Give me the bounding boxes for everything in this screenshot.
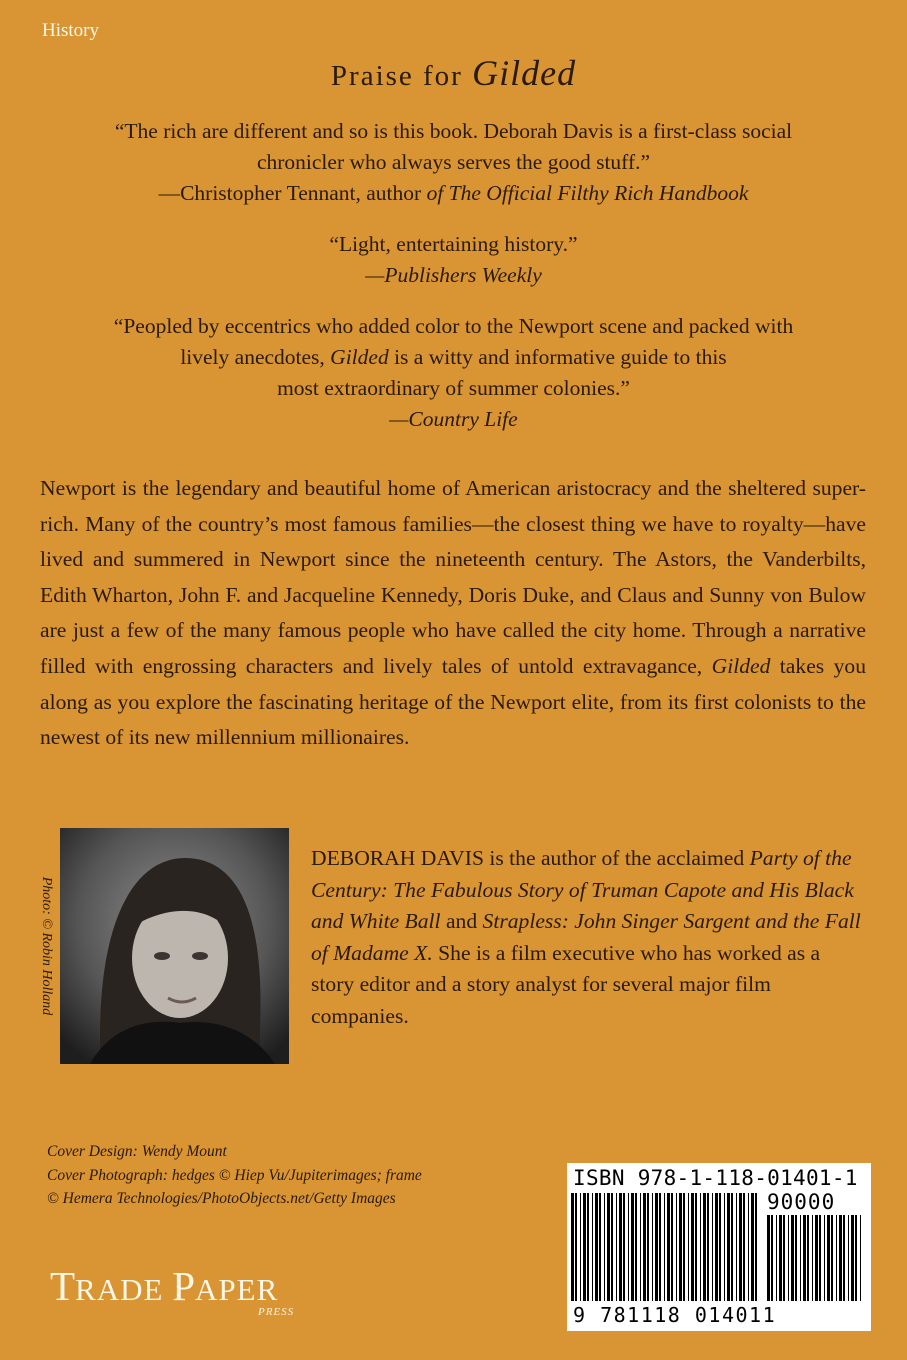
author-bio	[311, 843, 867, 1032]
attribution-title: —Country Life	[389, 407, 518, 431]
quote-line: chronicler who always serves the good stuff.”	[256, 150, 651, 174]
bio-text: and	[440, 909, 483, 933]
author-portrait-icon	[60, 828, 289, 1064]
logo-letter: T	[50, 1263, 76, 1309]
quote-line: most extraordinary of summer colonies.”	[277, 376, 630, 400]
addon-barcode-icon	[767, 1215, 867, 1305]
logo-letter: P	[172, 1263, 195, 1309]
photo-credit	[36, 828, 56, 1064]
cover-credits	[47, 1140, 547, 1211]
praise-quote-2	[40, 229, 867, 291]
attribution-prefix: —Christopher Tennant, author	[158, 181, 427, 205]
quote-line: “The rich are different and so is this book. Deborah Davis is a first-class social	[114, 119, 793, 143]
quote-text: is a witty and informative guide to this	[388, 345, 727, 369]
quote-line: “Light, entertaining history.”	[329, 232, 578, 256]
credit-line: Cover Design: Wendy Mount	[47, 1143, 227, 1160]
attribution-title: —Publishers Weekly	[365, 263, 542, 287]
ean-barcode-icon	[571, 1193, 761, 1303]
praise-heading-book: Gilded	[472, 53, 577, 93]
praise-quote-1	[40, 116, 867, 209]
quote-attribution	[40, 404, 867, 435]
quote-text: lively anecdotes,	[180, 345, 331, 369]
logo-letters: RADE	[75, 1272, 173, 1307]
bio-text: She is a film executive who has worked as a story editor and a story analyst for several major film companies.	[311, 940, 821, 1028]
ean-digits: 9 781118 014011	[573, 1303, 777, 1327]
praise-heading-prefix: Praise for	[330, 60, 463, 92]
publisher-logo	[50, 1262, 295, 1318]
quote-line	[40, 342, 867, 373]
logo-press: PRESS	[258, 1306, 295, 1318]
praise-heading	[0, 52, 907, 94]
bio-book-title: Party of the Century: The Fabulous Story of Truman Capote and His Black and White Ball	[311, 846, 854, 933]
bio-text: DEBORAH DAVIS is the author of the acclaimed	[311, 846, 750, 870]
isbn-text: ISBN 978-1-118-01401-1	[573, 1166, 858, 1190]
category-label: History	[42, 20, 99, 41]
description-text: takes you along as you explore the fascinating heritage of the Newport elite, from its first colonists to the newest of its new millennium millionaires.	[40, 653, 866, 750]
quote-book-title: Gilded	[330, 345, 389, 369]
bio-book-title: Strapless: John Singer Sargent and the Fall of Madame X.	[311, 909, 861, 965]
author-photo	[60, 828, 289, 1064]
photo-credit-text: Photo: © Robin Holland	[39, 876, 54, 1016]
quote-line: “Peopled by eccentrics who added color to the Newport scene and packed with	[113, 314, 794, 338]
credit-line: © Hemera Technologies/PhotoObjects.net/Getty Images	[47, 1190, 396, 1207]
quote-attribution	[40, 178, 867, 209]
book-description	[40, 471, 866, 756]
attribution-title: of The Official Filthy Rich Handbook	[426, 181, 749, 205]
quote-attribution	[40, 260, 867, 291]
price-addon: 90000	[767, 1190, 836, 1214]
description-book-title: Gilded	[711, 653, 771, 678]
description-text: Newport is the legendary and beautiful home of American aristocracy and the sheltered super-rich. Many of the country’s most famous families—the closest thing we have to royalty—have lived and summered in Newport since the nineteenth century. The Astors, the Vanderbilts, Edith Wharton, John F. and Jacqueline Kennedy, Doris Duke, and Claus and Sunny von Bulow are just a few of the many famous people who have called the city home. Through a narrative filled with engrossing characters and lively tales of untold extravagance,	[40, 476, 866, 678]
praise-quote-3	[40, 311, 867, 435]
credit-line: Cover Photograph: hedges © Hiep Vu/Jupiterimages; frame	[47, 1166, 422, 1184]
isbn-barcode	[567, 1163, 871, 1331]
logo-letters: APER	[195, 1272, 279, 1307]
